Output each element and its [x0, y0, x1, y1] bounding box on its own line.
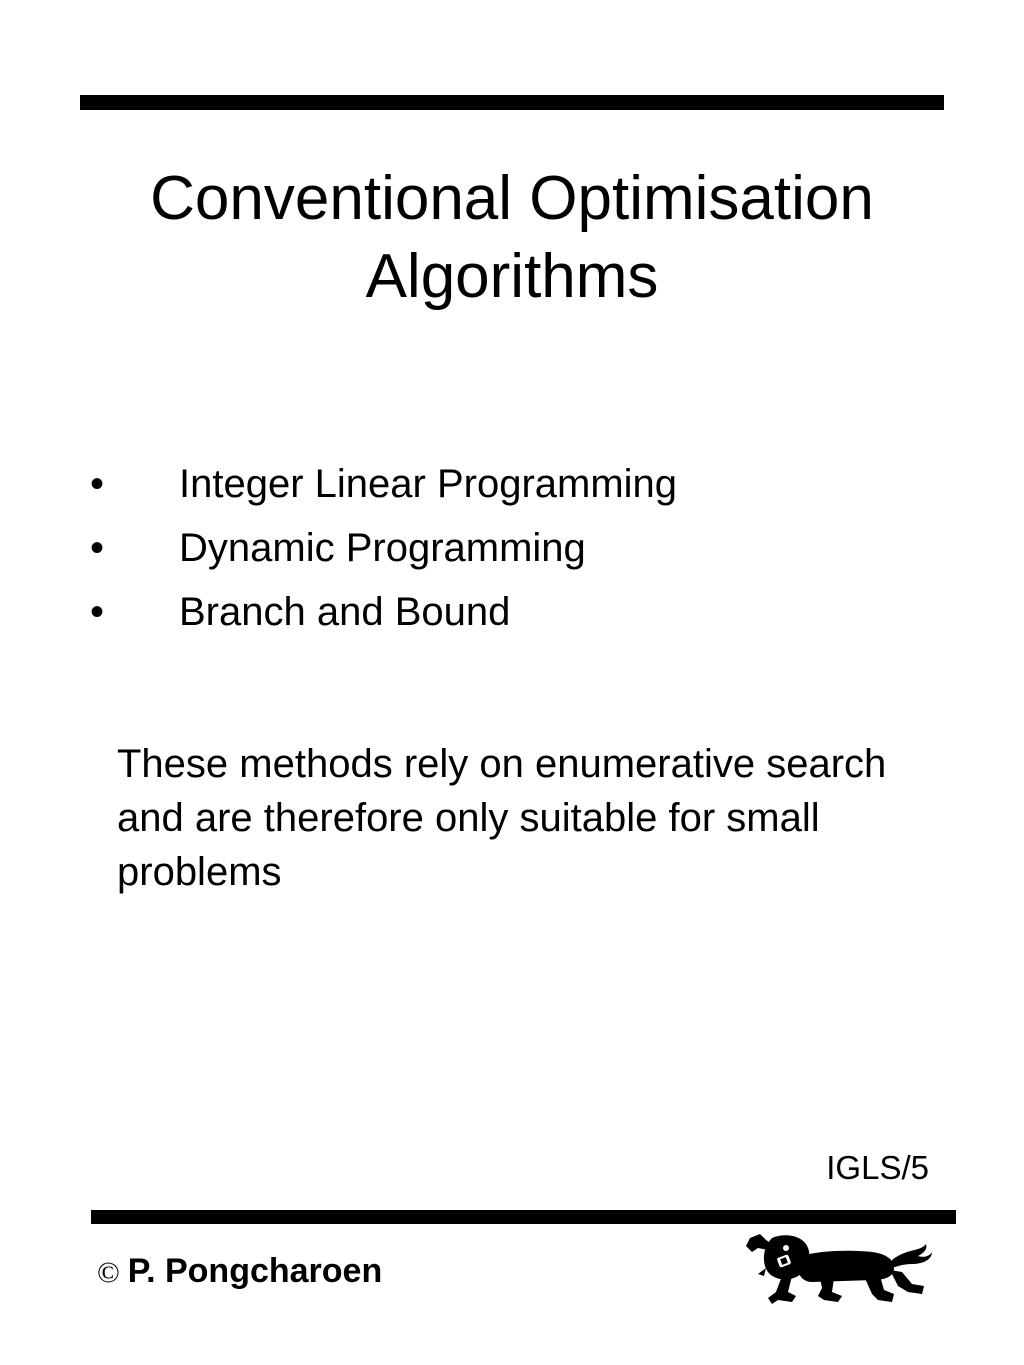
bullet-text: Dynamic Programming: [179, 526, 586, 570]
bullet-marker: •: [90, 590, 105, 634]
bullet-marker: •: [90, 462, 105, 506]
slide-title: [0, 160, 1024, 316]
bottom-rule: [91, 1210, 956, 1224]
author-name: P. Pongcharoen: [127, 1252, 383, 1290]
footer-author: [97, 1249, 382, 1295]
heraldic-lion-icon: [742, 1230, 934, 1310]
slide-title-line-1: Conventional Optimisation: [150, 164, 874, 233]
bullet-text: Branch and Bound: [179, 590, 511, 634]
bullet-marker: •: [90, 526, 105, 570]
top-rule: [80, 95, 944, 110]
slide-title-line-2: Algorithms: [365, 242, 659, 311]
copyright-symbol: ©: [97, 1256, 120, 1289]
bullet-text: Integer Linear Programming: [179, 462, 678, 506]
body-paragraph: These methods rely on enumerative search and are therefore only suitable for small problems: [117, 742, 887, 894]
slide-id: IGLS/5: [826, 1149, 929, 1186]
